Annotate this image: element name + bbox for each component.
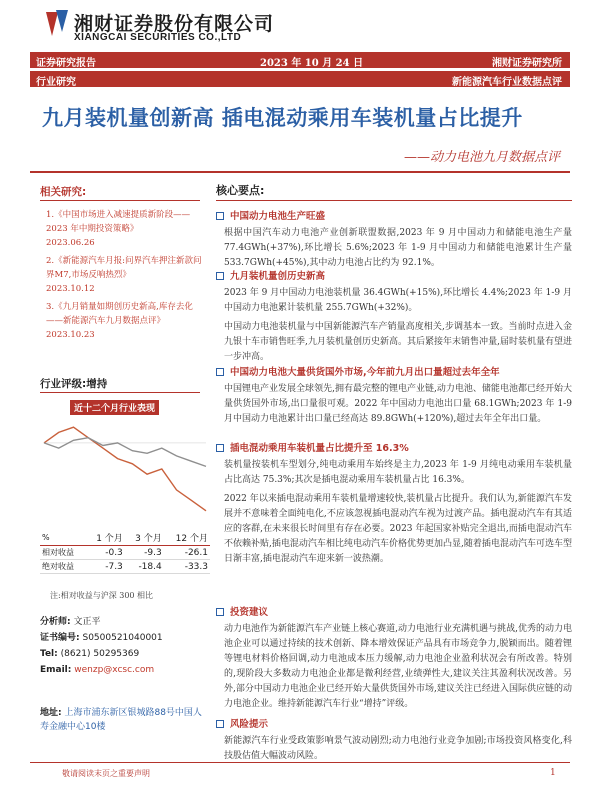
section-production [216, 208, 572, 271]
perf-cell: -9.3 [144, 547, 162, 558]
square-bullet-icon [216, 368, 224, 376]
industry-rating: 行业评级:增持 [40, 378, 108, 390]
page-title: 九月装机量创新高 插电混动乘用车装机量占比提升 [42, 106, 523, 130]
section-paragraph: 2023 年 9 月中国动力电池装机量 36.4GWh(+15%),环比增长 4.4%;2023 年 1-9 月中国动力电池累计装机量 255.7GWh(+32%)。 [224, 288, 572, 313]
section-title: 九月装机量创历史新高 [230, 271, 326, 282]
square-bullet-icon [216, 720, 224, 728]
address [40, 706, 210, 734]
section-title: 投资建议 [230, 607, 269, 618]
perf-cell: -18.4 [138, 561, 162, 572]
perf-col-header: 12 个月 [175, 534, 208, 544]
performance-table [40, 530, 210, 574]
cert-label: 证书编号: [40, 633, 80, 643]
related-item[interactable] [46, 254, 202, 296]
perf-cell: -26.1 [184, 547, 208, 558]
related-item[interactable] [46, 300, 202, 342]
page-subtitle: ——动力电池九月数据点评 [403, 150, 560, 165]
perf-col-header: 3 个月 [135, 534, 162, 544]
report-type: 证券研究报告 [36, 58, 96, 69]
research-category: 行业研究 [36, 77, 76, 88]
related-item-date: 2023.10.12 [46, 284, 95, 294]
section-export [216, 364, 572, 427]
perf-col-header: % [42, 533, 50, 542]
square-bullet-icon [216, 608, 224, 616]
tel-label: Tel: [40, 649, 58, 659]
section-installation [216, 268, 572, 365]
table-row [40, 560, 210, 574]
page-number: 1 [550, 768, 556, 778]
section-investment [216, 604, 572, 712]
section-paragraph: 中国锂电产业发展全球领先,拥有最完整的锂电产业链,动力电池、储能电池都已经开始大量供货国外市场,出口量很可观。2022 年中国动力电池出口量 68.1GWh;2023 年 1-9 月中国动力电池累计出口量已经高达 89.8GWh(+120%),超过去年全年出口量。 [224, 384, 572, 424]
related-list [46, 208, 202, 346]
rating-divider [40, 392, 200, 393]
logo-en: XIANGCAI SECURITIES CO.,LTD [74, 32, 242, 43]
related-item-date: 2023.10.23 [46, 330, 95, 340]
perf-note: 注:相对收益与沪深 300 相比 [50, 591, 154, 600]
related-item-date: 2023.06.26 [46, 238, 95, 248]
related-divider [40, 200, 200, 201]
section-risk [216, 716, 572, 764]
email-label: Email: [40, 665, 72, 675]
section-phev [216, 440, 572, 567]
related-item[interactable] [46, 208, 202, 250]
section-paragraph: 新能源汽车行业受政策影响景气波动剧烈;动力电池行业竞争加剧;市场投资风格变化,科技股估值大幅波动风险。 [224, 736, 572, 761]
series-line-industry [44, 427, 206, 511]
performance-chart [40, 414, 210, 524]
cert-number: S0500521040001 [82, 633, 163, 643]
section-paragraph: 中国动力电池装机量与中国新能源汽车产销量高度相关,步调基本一致。当前时点进入金九银十车市销售旺季,九月装机量创历史新高。其后紧接年末销售冲量,届时装机量有望进一步冲高。 [224, 322, 572, 362]
section-title: 中国动力电池生产旺盛 [230, 211, 326, 222]
header-bar-bottom [30, 71, 570, 87]
report-series: 新能源汽车行业数据点评 [452, 77, 562, 88]
analyst-info [40, 614, 210, 678]
series-line-index [44, 438, 206, 467]
section-paragraph: 2022 年以来插电混动乘用车装机量增速较快,装机量占比提升。我们认为,新能源汽车发展并不意味着全面纯电化,不应该忽视插电混动汽车视为过渡产品。插电混动汽车有其适应的客群,在未来很长时间里有存在必要。2023 年起国家补贴完全退出,而插电混动汽车不依赖补贴,插电混动汽车相比纯电动汽车价格优势更加凸显,随着插电混动汽车可选车型日渐丰富,插电混动汽车迎来新一波热潮。 [224, 494, 572, 564]
perf-cell: -7.3 [105, 561, 123, 572]
addr-label: 地址: [40, 708, 62, 718]
analyst-label: 分析师: [40, 617, 71, 627]
section-title: 插电混动乘用车装机量占比提升至 16.3% [230, 443, 409, 454]
square-bullet-icon [216, 444, 224, 452]
logo-cn: 湘财证券股份有限公司 [74, 13, 275, 35]
section-title: 风险提示 [230, 719, 269, 730]
perf-col-header: 1 个月 [96, 534, 123, 544]
square-bullet-icon [216, 212, 224, 220]
email-link[interactable]: wenzp@xcsc.com [74, 665, 155, 675]
related-item-title: 3.《九月销量如期创历史新高,库存去化——新能源汽车九月数据点评》 [46, 302, 193, 326]
report-date: 2023 年 10 月 24 日 [260, 58, 364, 69]
header-bar-top [30, 52, 570, 68]
perf-cell: -33.3 [184, 561, 208, 572]
core-heading: 核心要点: [216, 184, 265, 197]
related-heading: 相关研究: [40, 186, 87, 198]
analyst-name: 文正平 [73, 617, 101, 627]
main-content [216, 178, 572, 768]
perf-row-label: 绝对收益 [42, 562, 74, 571]
sidebar [30, 178, 210, 778]
section-paragraph: 根据中国汽车动力电池产业创新联盟数据,2023 年 9 月中国动力和储能电池生产量 77.4GWh(+37%),环比增长 5.6%;2023 年 1-9 月中国动力和储能电池累计生产量 533.7GWh(+45%),其中动力电池占比约为 92.1%。 [224, 228, 572, 268]
square-bullet-icon [216, 272, 224, 280]
tel-number: (8621) 50295369 [60, 649, 140, 659]
table-row [40, 546, 210, 560]
logo-icon [44, 8, 70, 38]
core-divider [216, 200, 572, 201]
section-title: 中国动力电池大量供货国外市场,今年前九月出口量超过去年全年 [230, 367, 500, 378]
addr-text: 上海市浦东新区银城路88号中国人寿金融中心10楼 [40, 708, 202, 732]
related-item-title: 2.《新能源汽车月报:问界汽车押注新款问界M7,市场反响热烈》 [46, 256, 202, 280]
title-divider [30, 171, 570, 173]
perf-cell: -0.3 [105, 547, 123, 558]
section-paragraph: 动力电池作为新能源汽车产业链上核心赛道,动力电池行业充满机遇与挑战,优秀的动力电池企业可以通过持续的技术创新、降本增效保证产品具有市场竞争力,脱颖而出。随着锂等锂电材料价格回调,动力电池成本压力缓解,动力电池企业盈利状况会有所改善。特别的,现阶段大多数动力电池企业都是微利经营,业绩弹性大,建议关注其盈利状况改善。另外,部分中国动力电池企业已经开始大量供货国外市场,建议关注已经进入国际供应链的动力电池企业。维持新能源汽车行业“增持”评级。 [224, 624, 572, 709]
institute-name: 湘财证券研究所 [492, 58, 562, 69]
chart-title: 近十二个月行业表现 [70, 400, 159, 415]
footer-divider [30, 762, 570, 763]
related-item-title: 1.《中国市场进入减速提质新阶段——2023 年中期投资策略》 [46, 210, 191, 234]
footer-disclaimer[interactable]: 敬请阅读末页之重要声明 [62, 769, 150, 778]
section-paragraph: 装机量按装机车型划分,纯电动乘用车始终是主力,2023 年 1-9 月纯电动乘用车装机量占比高达 75.3%;其次是插电混动乘用车装机量占比 16.3%。 [224, 460, 572, 485]
company-logo [44, 8, 274, 44]
perf-row-label: 相对收益 [42, 548, 74, 557]
